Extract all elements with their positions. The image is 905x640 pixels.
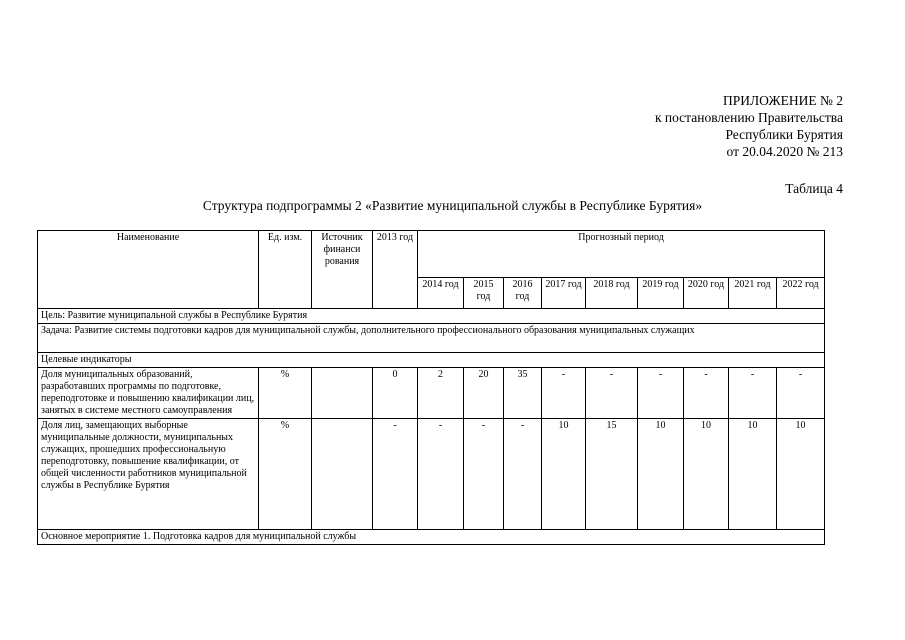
header-row (38, 231, 825, 278)
task-row (38, 324, 825, 353)
goal-row (38, 309, 825, 324)
indicator-source (312, 368, 373, 419)
appendix-date: от 20.04.2020 № 213 (726, 144, 843, 159)
goal-text: Цель: Развитие муниципальной службы в Республике Бурятия (38, 309, 825, 324)
header-2013: 2013 год (373, 231, 418, 309)
header-forecast: Прогнозный период (418, 231, 825, 278)
measure-row (38, 530, 825, 545)
indicator-value: 10 (638, 419, 684, 530)
appendix-title: ПРИЛОЖЕНИЕ № 2 (722, 93, 843, 108)
indicator-value: 20 (464, 368, 504, 419)
indicator-value: 10 (729, 419, 777, 530)
header-year: 2015 год (464, 278, 504, 309)
indicator-value: - (586, 368, 638, 419)
indicator-source (312, 419, 373, 530)
structure-table (37, 230, 825, 545)
indicator-name: Доля лиц, замещающих выборные муниципальные должности, муниципальных служащих, прошедших профессиональную переподготовку, повышение квалификации, от общей численности работников муниципальной службы в Республике Бурятия (38, 419, 259, 530)
indicator-unit: % (259, 368, 312, 419)
page-title: Структура подпрограммы 2 «Развитие муниципальной службы в Республике Бурятия» (202, 198, 703, 213)
indicator-value: 10 (684, 419, 729, 530)
indicator-value: 35 (504, 368, 542, 419)
indicator-value: 10 (542, 419, 586, 530)
header-year: 2022 год (777, 278, 825, 309)
header-year: 2014 год (418, 278, 464, 309)
measure-text: Основное мероприятие 1. Подготовка кадров для муниципальной службы (38, 530, 825, 545)
indicator-value: - (638, 368, 684, 419)
indicator-value: 10 (777, 419, 825, 530)
indicator-value: - (504, 419, 542, 530)
indicator-value: - (464, 419, 504, 530)
indicator-value: - (729, 368, 777, 419)
task-text: Задача: Развитие системы подготовки кадров для муниципальной службы, дополнительного профессионального образования муниципальных служащих (38, 324, 825, 353)
header-source: Источник финанси рования (312, 231, 373, 309)
indicator-name: Доля муниципальных образований, разработавших программы по подготовке, переподготовке и повышению квалификации лиц, занятых в системе местного самоуправления (38, 368, 259, 419)
indicator-unit: % (259, 419, 312, 530)
header-year: 2018 год (586, 278, 638, 309)
table-row (38, 368, 825, 419)
header-year: 2021 год (729, 278, 777, 309)
header-year: 2020 год (684, 278, 729, 309)
appendix-line: к постановлению Правительства (654, 110, 843, 125)
indicator-value: - (777, 368, 825, 419)
header-name: Наименование (38, 231, 259, 309)
table-row (38, 419, 825, 530)
header-year: 2016 год (504, 278, 542, 309)
indicator-value: - (418, 419, 464, 530)
indicator-value: 15 (586, 419, 638, 530)
indicator-value-2013: 0 (373, 368, 418, 419)
indicators-row (38, 353, 825, 368)
indicator-value: 2 (418, 368, 464, 419)
indicators-text: Целевые индикаторы (38, 353, 825, 368)
header-year: 2017 год (542, 278, 586, 309)
indicator-value: - (542, 368, 586, 419)
table-number: Таблица 4 (785, 181, 843, 196)
header-year: 2019 год (638, 278, 684, 309)
indicator-value: - (684, 368, 729, 419)
appendix-block (655, 92, 843, 160)
indicator-value-2013: - (373, 419, 418, 530)
appendix-line: Республики Бурятия (725, 127, 843, 142)
header-unit: Ед. изм. (259, 231, 312, 309)
